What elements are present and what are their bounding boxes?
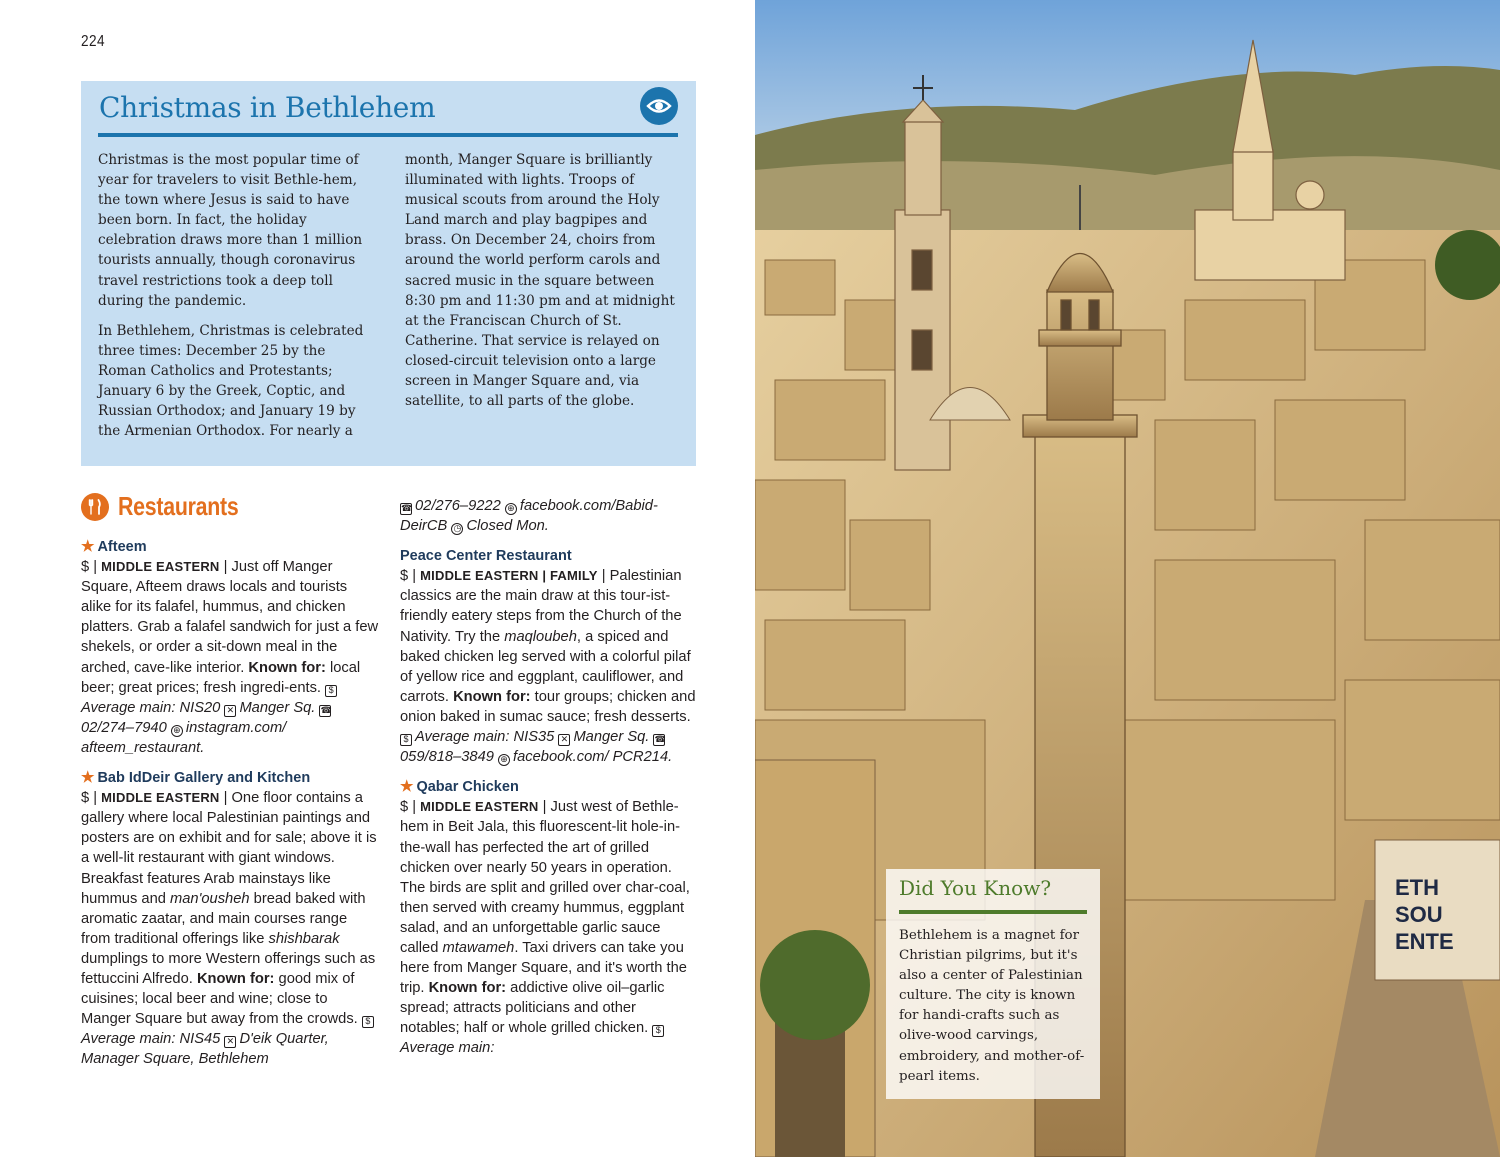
did-you-know-title: Did You Know? bbox=[899, 876, 1052, 900]
globe-icon: ⊕ bbox=[505, 503, 517, 515]
restaurants-heading bbox=[81, 491, 265, 522]
web-link[interactable]: facebook.com/ PCR214. bbox=[513, 749, 673, 766]
map-envelope-icon: ✕ bbox=[224, 705, 236, 717]
restaurant-entry: ★ Afteem $ | MIDDLE EASTERN | Just off Manger Square, Afteem draws locals and tourists alike for its falafel, hummus, and chicken platters. Grab a falafel sandwich for just a few shekels, or order a sit-down meal in the arched, cave-like interior. Known for: local beer; great prices; fresh ingredi-ents. $Average main: NIS20 ✕ Manger Sq. ☎02/274–7940 ⊕ instagram.com/ afteem_restaurant. bbox=[81, 538, 379, 756]
cuisine-tag: MIDDLE EASTERN | FAMILY bbox=[420, 568, 598, 584]
sidebar-rule bbox=[98, 133, 678, 137]
restaurants-column-right bbox=[400, 496, 696, 1059]
fork-knife-icon bbox=[81, 493, 109, 521]
globe-icon: ⊕ bbox=[171, 725, 183, 737]
fork-knife-glyph bbox=[86, 498, 104, 516]
price-icon: $ bbox=[362, 1016, 374, 1028]
restaurant-name: ★ Afteem bbox=[81, 538, 147, 555]
cuisine-tag: MIDDLE EASTERN bbox=[420, 799, 539, 815]
sidebar-paragraph: month, Manger Square is brilliantly illuminated with lights. Troops of musical scouts from around the Holy Land march and play bagpipes and brass. On December 24, choirs from around the world perform carols and sacred music in the square between 8:30 pm and 11:30 pm and at midnight at the Franciscan Church of St. Catherine. That service is relayed on closed-circuit television onto a large screen in Manger Square and, via satellite, to all parts of the globe. bbox=[405, 152, 675, 410]
city-illustration bbox=[755, 0, 1500, 1157]
restaurant-entry: ★ Qabar Chicken $ | MIDDLE EASTERN | Just west of Bethle-hem in Beit Jala, this fluorescent-lit hole-in-the-wall has perfected the art of grilled chicken over nearly 50 years in operation. The birds are split and grilled over char-coal, then served with creamy hummus, eggplant salad, and an unforgettable garlic sauce called mtawameh. Taxi drivers can take you here from Manger Square, and it's worth the trip. Known for: addictive olive oil–garlic spread; attracts politicians and other notables; half or whole grilled chicken. $Average main: bbox=[400, 777, 696, 1058]
eye-icon bbox=[640, 87, 678, 125]
sign-text: ETH bbox=[1395, 875, 1439, 900]
bethlehem-photo bbox=[755, 0, 1500, 1157]
globe-icon: ⊕ bbox=[498, 754, 510, 766]
map-envelope-icon: ✕ bbox=[224, 1036, 236, 1048]
sidebar-paragraph: Christmas is the most popular time of year for travelers to visit Bethle-hem, the town where Jesus is said to have been born. In fact, the holiday celebration draws more than 1 million tourists annually, though coronavirus travel restrictions took a deep toll during the pandemic. bbox=[98, 152, 363, 309]
restaurant-name: Peace Center Restaurant bbox=[400, 548, 572, 565]
phone-icon: ☎ bbox=[401, 503, 413, 513]
cuisine-tag: MIDDLE EASTERN bbox=[101, 790, 220, 806]
sidebar-columns bbox=[98, 150, 680, 441]
did-you-know-text: Bethlehem is a magnet for Christian pilgrims, but it's also a center of Palestinian culture. The city is known for handi-crafts such as olive-wood carvings, embroidery, and mother-of-pearl items. bbox=[899, 928, 1085, 1084]
did-you-know-rule bbox=[899, 910, 1087, 914]
cuisine-tag: MIDDLE EASTERN bbox=[101, 559, 220, 575]
price-icon: $ bbox=[652, 1025, 664, 1037]
price-icon: $ bbox=[400, 734, 412, 746]
section-title: Restaurants bbox=[118, 491, 239, 521]
restaurant-description: Just off Manger Square, Afteem draws locals and tourists alike for its falafel, hummus, and chicken platters. Grab a falafel sandwich for just a few shekels, or order a sit-down meal in the arched, cave-like interior. bbox=[81, 559, 379, 676]
sign-text: SOU bbox=[1395, 902, 1443, 927]
eye-glyph bbox=[646, 93, 672, 119]
web-link[interactable]: facebook.com/Babid-DeirCB bbox=[400, 498, 658, 535]
sidebar-column-right bbox=[405, 150, 677, 441]
sign-text: ENTE bbox=[1395, 929, 1454, 954]
restaurant-name: ★ Qabar Chicken bbox=[400, 778, 519, 796]
star-icon: ★ bbox=[81, 538, 95, 555]
restaurant-name: ★ Bab IdDeir Gallery and Kitchen bbox=[81, 769, 311, 787]
sidebar-column-left bbox=[98, 150, 370, 441]
restaurant-entry-continued: ☎ 02/276–9222 ⊕ facebook.com/Babid-DeirCB ◷ Closed Mon. bbox=[400, 498, 658, 535]
clock-icon: ◷ bbox=[451, 523, 463, 535]
map-envelope-icon: ✕ bbox=[558, 734, 570, 746]
sidebar-christmas bbox=[81, 81, 696, 466]
star-icon: ★ bbox=[81, 769, 95, 787]
restaurants-column-left bbox=[81, 537, 379, 1069]
page-number: 224 bbox=[81, 33, 105, 50]
phone-icon: ☎ bbox=[654, 734, 666, 745]
restaurant-entry: ★ Bab IdDeir Gallery and Kitchen $ | MIDDLE EASTERN | One floor contains a gallery where local Palestinian paintings and posters are on exhibit and for sale; above it is a well-lit restaurant with giant windows. Breakfast features Arab mainstays like hummus and man'ousheh bread baked with aromatic zaatar, and main courses range from traditional offerings like shishbarak dumplings to more Western offerings such as fettuccini Alfredo. Known for: good mix of cuisines; local beer and wine; close to Manger Square but away from the crowds. $Average main: NIS45 ✕ D'eik Quarter, Manager Square, Bethlehem bbox=[81, 768, 379, 1069]
restaurant-entry: Peace Center Restaurant $ | MIDDLE EASTERN | FAMILY | Palestinian classics are the main draw at this tour-ist-friendly eatery steps from the Church of the Nativity. Try the maqloubeh, a spiced and baked chicken leg served with a colorful pilaf of yellow rice and eggplant, cauliflower, and carrots. Known for: tour groups; chicken and onion baked in sumac sauce; fresh desserts. $ Average main: NIS35 ✕ Manger Sq. ☎059/818–3849 ⊕ facebook.com/ PCR214. bbox=[400, 548, 696, 766]
did-you-know-box bbox=[886, 869, 1100, 1099]
phone-icon: ☎ bbox=[320, 704, 332, 715]
sidebar-paragraph: In Bethlehem, Christmas is celebrated three times: December 25 by the Roman Catholics and Protestants; January 6 by the Greek, Coptic, and Russian Orthodox; and January 19 by the Armenian Orthodox. For nearly a bbox=[98, 322, 364, 440]
web-link[interactable]: instagram.com/ afteem_restaurant. bbox=[81, 719, 287, 756]
star-icon: ★ bbox=[400, 778, 414, 796]
price-icon: $ bbox=[325, 685, 337, 697]
sidebar-title: Christmas in Bethlehem bbox=[99, 91, 436, 124]
